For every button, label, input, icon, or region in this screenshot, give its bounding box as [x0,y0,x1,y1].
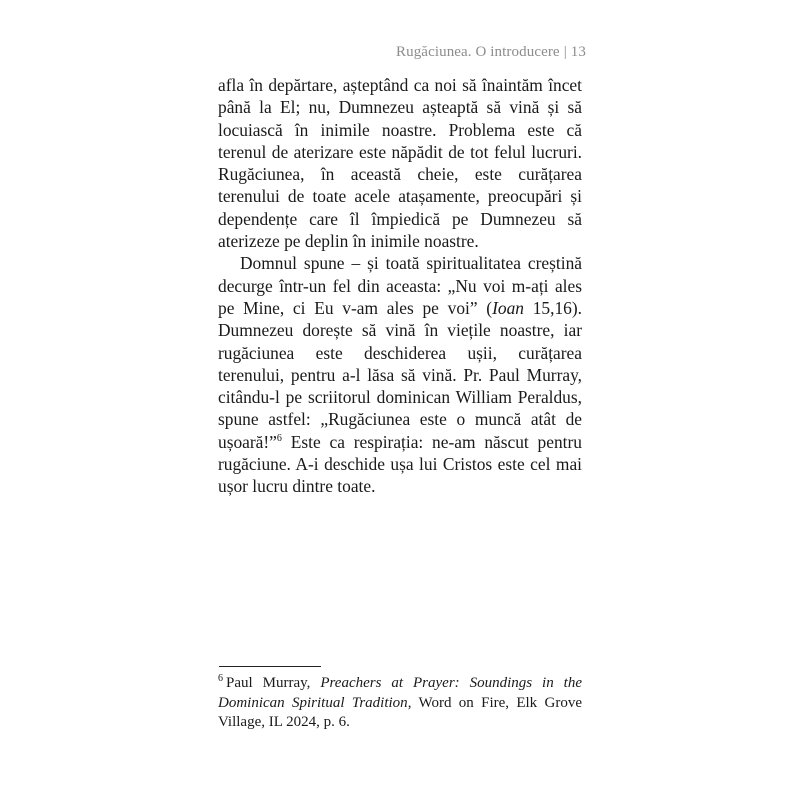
footnote-publication: , Word on Fire, Elk Grove Village, IL 2024, p. 6. [218,694,582,731]
footnote-number: 6 [218,673,223,684]
paragraph-2-part-3: Este ca respirația: ne-am născut pentru rugăciune. A-i deschide ușa lui Cristos este cel mai ușor lucru dintre toate. [218,431,582,497]
header-separator: | [563,44,567,60]
citation-book: Ioan [492,297,524,318]
paragraph-2 [218,252,582,497]
paragraph-2-part-2: 15,16). Dumnezeu dorește să vină în viețile noastre, iar rugăciunea este deschiderea ușii, curățarea terenului, pentru a-l lăsa să vină. Pr. Paul Murray, citându-l pe scriitorul dominican William Peraldus, spune astfel: „Rugăciunea este o muncă atât de ușoară!” [218,297,582,452]
footnote-author: Paul Murray, [226,675,321,691]
footnote-reference[interactable]: 6 [276,432,282,444]
page-number: 13 [570,44,586,60]
footnote-divider [219,666,321,667]
running-header [396,44,586,61]
paragraph-2-part-1: Domnul spune – și toată spiritualitatea creștină decurge într-un fel din aceasta: „Nu voi m-ați ales pe Mine, ci Eu v-am ales pe voi” ( [218,253,582,318]
footnote-title: Preachers at Prayer: Soundings in the Dominican Spiritual Tradition [218,675,583,711]
footnote [218,674,582,733]
paragraph-1: afla în depărtare, așteptând ca noi să înaintăm încet până la El; nu, Dumnezeu așteaptă să vină și să locuiască în inimile noastre. Problema este că terenul de aterizare este năpădit de tot felul lucruri. Rugăciunea, în această cheie, este curățarea terenului de toate acele atașamente, preocupări și dependențe care îl împiedică pe Dumnezeu să aterizeze pe deplin în inimile noastre. [218,75,582,252]
main-text [218,74,582,498]
running-title: Rugăciunea. O introducere [396,44,560,60]
